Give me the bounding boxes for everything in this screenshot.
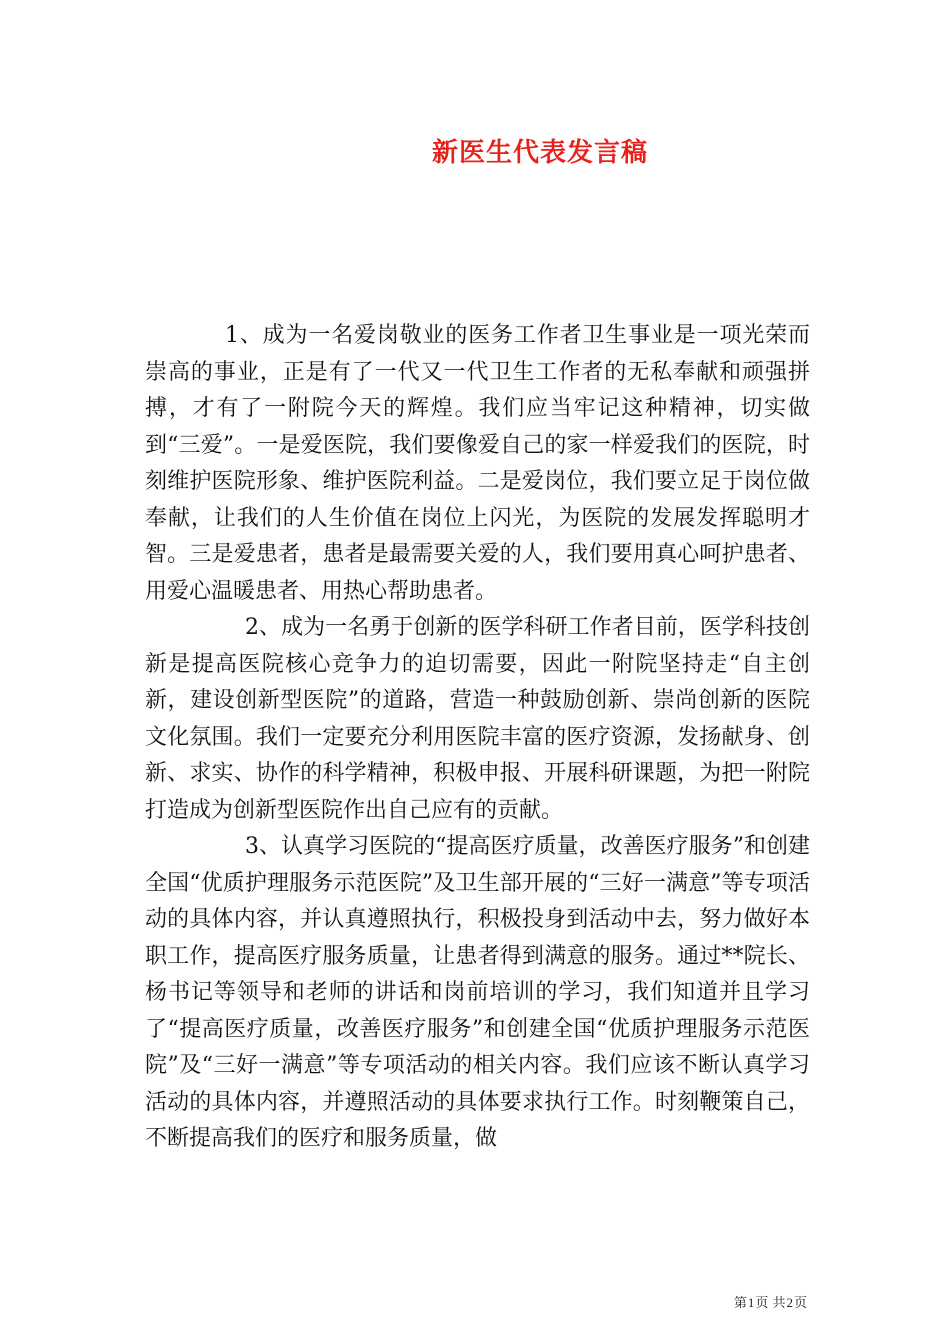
page-number-footer — [0, 1292, 950, 1311]
footer-suffix: 页 — [793, 1296, 807, 1311]
document-title: 新医生代表发言稿 — [431, 138, 648, 168]
footer-prefix: 第 — [733, 1296, 747, 1311]
paragraph-1: 1、成为一名爱岗敬业的医务工作者卫生事业是一项光荣而崇高的事业，正是有了一代又一代卫生工作者的无私奉献和顽强拼搏，才有了一附院今天的辉煌。我们应当牢记这种精神，切实做到“三爱”。一是爱医院，我们要像爱自己的家一样爱我们的医院，时刻维护医院形象、维护医院利益。二是爱岗位，我们要立足于岗位做奉献，让我们的人生价值在岗位上闪光，为医院的发展发挥聪明才智。三是爱患者，患者是最需要关爱的人，我们要用真心呵护患者、用爱心温暖患者、用热心帮助患者。 — [145, 323, 810, 604]
document-body — [145, 318, 810, 1158]
paragraph-3: 3、认真学习医院的“提高医疗质量，改善医疗服务”和创建全国“优质护理服务示范医院”及卫生部开展的“三好一满意”等专项活动的具体内容，并认真遵照执行，积极投身到活动中去，努力做好本职工作，提高医疗服务质量，让患者得到满意的服务。通过**院长、杨书记等领导和老师的讲话和岗前培训的学习，我们知道并且学习了“提高医疗质量，改善医疗服务”和创建全国“优质护理服务示范医院”及“三好一满意”等专项活动的相关内容。我们应该不断认真学习活动的具体内容，并遵照活动的具体要求执行工作。时刻鞭策自己，不断提高我们的医疗和服务质量，做 — [145, 834, 810, 1151]
footer-middle: 页 共 — [755, 1296, 786, 1311]
current-page-number: 1 — [747, 1295, 755, 1310]
paragraph-2: 2、成为一名勇于创新的医学科研工作者目前，医学科技创新是提高医院核心竞争力的迫切需要，因此一附院坚持走“自主创新，建设创新型医院”的道路，营造一种鼓励创新、崇尚创新的医院文化氛围。我们一定要充分利用医院丰富的医疗资源，发扬献身、创新、求实、协作的科学精神，积极申报、开展科研课题，为把一附院打造成为创新型医院作出自己应有的贡献。 — [145, 615, 810, 823]
total-pages-number: 2 — [786, 1295, 793, 1310]
